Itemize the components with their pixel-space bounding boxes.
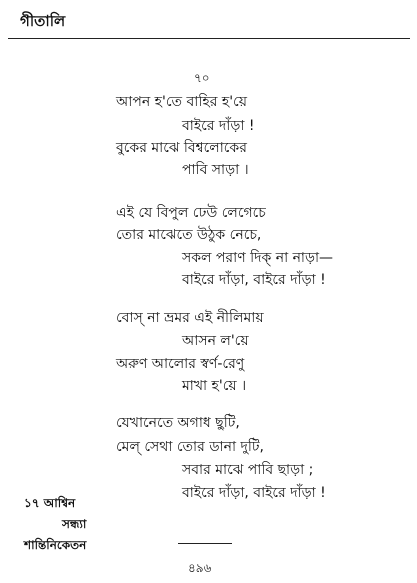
verse-line: বাইরে দাঁড়া, বাইরে দাঁড়া !: [182, 485, 326, 501]
verse-line: এই যে বিপুল ঢেউ লেগেচে: [116, 205, 266, 221]
poem-place: শান্তিনিকেতন: [24, 538, 87, 552]
end-rule: [178, 543, 232, 544]
verse-line: বোস্ না ভ্রমর এই নীলিমায়: [116, 310, 264, 326]
verse-line: সবার মাঝে পাবি ছাড়া ;: [182, 462, 314, 478]
poem-date: ১৭ আশ্বিন: [24, 496, 76, 510]
verse-line: অরুণ আলোর স্বর্ণ-রেণু: [116, 356, 245, 372]
page-number: ৪৯৬: [188, 561, 212, 575]
poem-number: ৭০: [194, 71, 210, 85]
verse-line: যেখানেতে অগাধ ছুটি,: [116, 415, 240, 431]
verse-line: পাবি সাড়া ।: [182, 162, 249, 178]
verse-line: তোর মাঝেতে উঠুক নেচে,: [116, 227, 262, 243]
verse-line: মাখা হ'য়ে ।: [182, 378, 247, 394]
verse-line: আসন ল'য়ে: [182, 333, 249, 349]
header-rule: [8, 38, 410, 39]
verse-line: মেল্ সেথা তোর ডানা দুটি,: [116, 439, 264, 455]
poem-time: সন্ধ্যা: [62, 517, 87, 531]
running-header: গীতালি: [20, 12, 66, 30]
verse-line: বুকের মাঝে বিশ্বলোকের: [116, 140, 247, 156]
verse-line: বাইরে দাঁড়া !: [182, 118, 255, 134]
verse-line: সকল পরাণ দিক্ না নাড়া—: [182, 250, 334, 266]
verse-line: আপন হ'তে বাহির হ'য়ে: [116, 94, 247, 110]
verse-line: বাইরে দাঁড়া, বাইরে দাঁড়া !: [182, 272, 326, 288]
